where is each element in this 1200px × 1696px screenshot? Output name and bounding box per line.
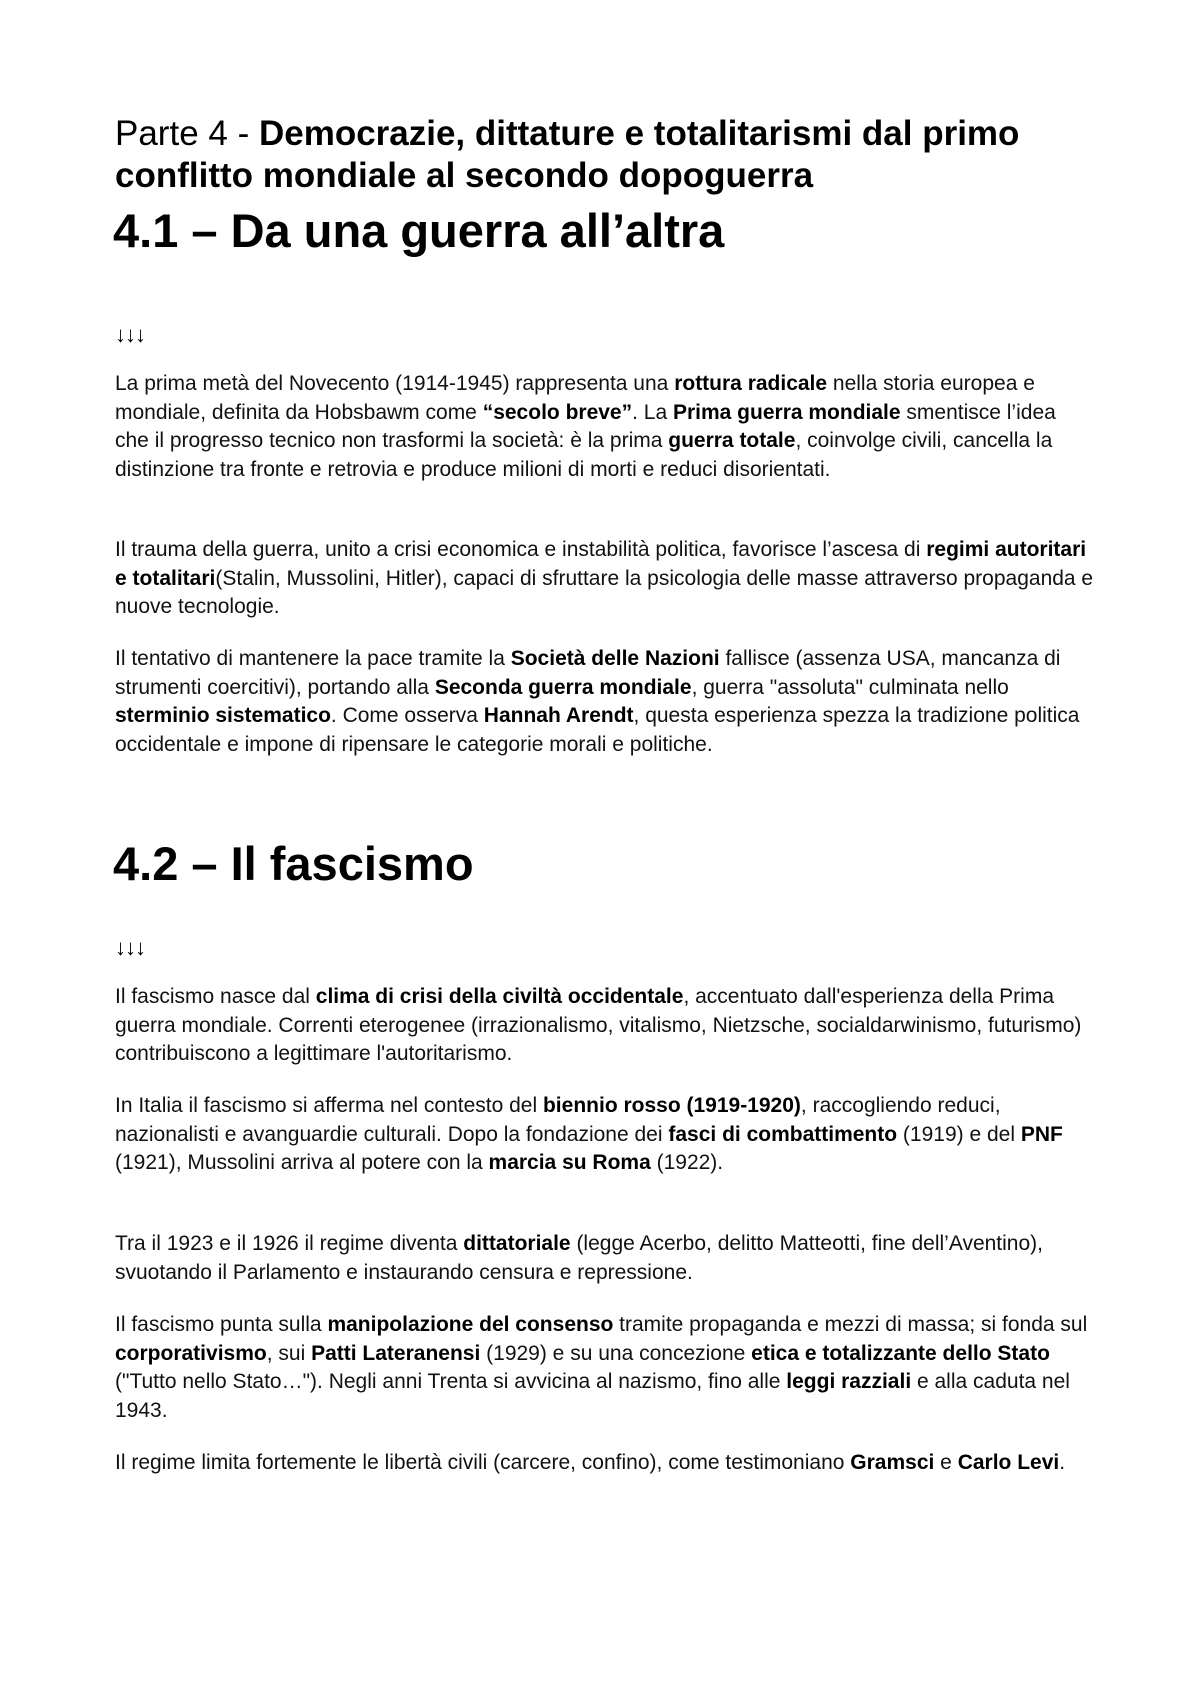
down-arrows-icon: ↓↓↓ bbox=[115, 322, 145, 347]
paragraph-text: , guerra "assoluta" culminata nello bbox=[691, 675, 1009, 699]
bold-term: Seconda guerra mondiale bbox=[434, 675, 692, 699]
down-arrows-icon: ↓↓↓ bbox=[115, 935, 145, 960]
section-heading-4-1: 4.1 – Da una guerra all’altra bbox=[113, 204, 725, 257]
paragraph-text: , sui bbox=[266, 1341, 312, 1365]
paragraph-text: , accentuato dall'esperienza della Prima guerra mondiale. Correnti eterogenee (irrazionalismo, vitalismo, Nietzsche, socialdarwinismo, futurismo) contribuiscono a legittimare l'autoritarismo. bbox=[115, 985, 1082, 1065]
paragraph-text: e alla caduta nel 1943. bbox=[115, 1370, 1070, 1422]
bold-term: fasci di combattimento bbox=[668, 1122, 898, 1146]
bold-term: regimi autoritari e totalitari bbox=[115, 538, 1087, 590]
paragraph-text: fallisce (assenza USA, mancanza di strumenti coercitivi), portando alla bbox=[115, 647, 1061, 699]
bold-term: marcia su Roma bbox=[488, 1151, 651, 1174]
bold-term: leggi razziali bbox=[786, 1370, 912, 1393]
paragraph bbox=[115, 536, 1095, 622]
paragraph-text: Il fascismo nasce dal bbox=[115, 985, 316, 1008]
paragraph bbox=[115, 370, 1095, 484]
paragraph-text: (1921), Mussolini arriva al potere con la bbox=[115, 1151, 489, 1174]
paragraph bbox=[115, 645, 1095, 759]
bold-term: Carlo Levi bbox=[957, 1451, 1060, 1474]
paragraph-text: In Italia il fascismo si afferma nel contesto del bbox=[115, 1094, 543, 1117]
paragraph-text: , raccogliendo reduci, nazionalisti e avanguardie culturali. Dopo la fondazione dei bbox=[115, 1094, 1001, 1146]
bold-term: Prima guerra mondiale bbox=[672, 400, 901, 424]
bold-term: Patti Lateranensi bbox=[311, 1341, 481, 1365]
paragraph-text: nella storia europea e mondiale, definita da Hobsbawm come bbox=[115, 372, 1035, 424]
paragraph-text: tramite propaganda e mezzi di massa; si fonda sul bbox=[613, 1313, 1088, 1336]
paragraph bbox=[115, 1092, 1095, 1178]
part-label: Parte 4 - bbox=[115, 114, 259, 153]
paragraph-text: (1919) e del bbox=[897, 1122, 1021, 1146]
paragraph-text: Tra il 1923 e il 1926 il regime diventa bbox=[115, 1232, 464, 1255]
bold-term: corporativismo bbox=[115, 1341, 267, 1365]
bold-term: PNF bbox=[1020, 1122, 1063, 1146]
bold-term: etica e totalizzante dello Stato bbox=[751, 1341, 1050, 1365]
paragraph-text: La prima metà del Novecento (1914-1945) rappresenta una bbox=[115, 372, 675, 395]
part-title-text: Democrazie, dittature e totalitarismi dal primo conflitto mondiale al secondo dopoguerra bbox=[115, 114, 1020, 195]
section-heading-4-2: 4.2 – Il fascismo bbox=[113, 837, 474, 890]
paragraph-text: Il tentativo di mantenere la pace tramite la bbox=[115, 647, 511, 670]
bold-term: manipolazione del consenso bbox=[327, 1313, 614, 1336]
paragraph-text: , coinvolge civili, cancella la distinzione tra fronte e retrovia e produce milioni di morti e reduci disorientati. bbox=[115, 429, 1053, 481]
paragraph bbox=[115, 1311, 1095, 1425]
bold-term: rottura radicale bbox=[674, 372, 828, 395]
bold-term: guerra totale bbox=[668, 429, 796, 452]
paragraph bbox=[115, 1230, 1095, 1287]
paragraph-text: (legge Acerbo, delitto Matteotti, fine dell’Aventino), svuotando il Parlamento e instaurando censura e repressione. bbox=[115, 1232, 1043, 1284]
bold-term: Hannah Arendt bbox=[483, 704, 634, 727]
paragraph-text: . bbox=[1059, 1451, 1066, 1474]
bold-term: “secolo breve” bbox=[482, 400, 633, 424]
paragraph-text: (Stalin, Mussolini, Hitler), capaci di sfruttare la psicologia delle masse attraverso propaganda e nuove tecnologie. bbox=[115, 566, 1094, 618]
paragraph-text: Il regime limita fortemente le libertà civili (carcere, confino), come testimoniano bbox=[115, 1451, 851, 1474]
bold-term: Società delle Nazioni bbox=[510, 647, 720, 670]
paragraph-text: . Come osserva bbox=[330, 704, 484, 727]
paragraph-text: Il fascismo punta sulla bbox=[115, 1313, 328, 1336]
paragraph-text: (1922). bbox=[650, 1151, 724, 1174]
bold-term: dittatoriale bbox=[463, 1232, 571, 1255]
paragraph-text: . La bbox=[632, 400, 673, 424]
paragraph bbox=[115, 983, 1095, 1069]
paragraph-text: , questa esperienza spezza la tradizione politica occidentale e impone di ripensare le categorie morali e politiche. bbox=[115, 704, 1080, 756]
bold-term: biennio rosso (1919-1920) bbox=[542, 1094, 801, 1117]
bold-term: clima di crisi della civiltà occidentale bbox=[315, 985, 684, 1008]
paragraph-text: smentisce l’idea che il progresso tecnico non trasformi la società: è la prima bbox=[115, 400, 1056, 452]
paragraph bbox=[115, 1449, 1095, 1478]
bold-term: sterminio sistematico bbox=[115, 704, 331, 727]
paragraph-text: Il trauma della guerra, unito a crisi economica e instabilità politica, favorisce l’ascesa di bbox=[115, 538, 927, 561]
part-title bbox=[115, 113, 1095, 197]
bold-term: Gramsci bbox=[850, 1451, 935, 1474]
paragraph-text: (1929) e su una concezione bbox=[480, 1341, 752, 1365]
paragraph-text: ("Tutto nello Stato…"). Negli anni Trenta si avvicina al nazismo, fino alle bbox=[115, 1370, 787, 1393]
paragraph-text: e bbox=[934, 1451, 958, 1474]
